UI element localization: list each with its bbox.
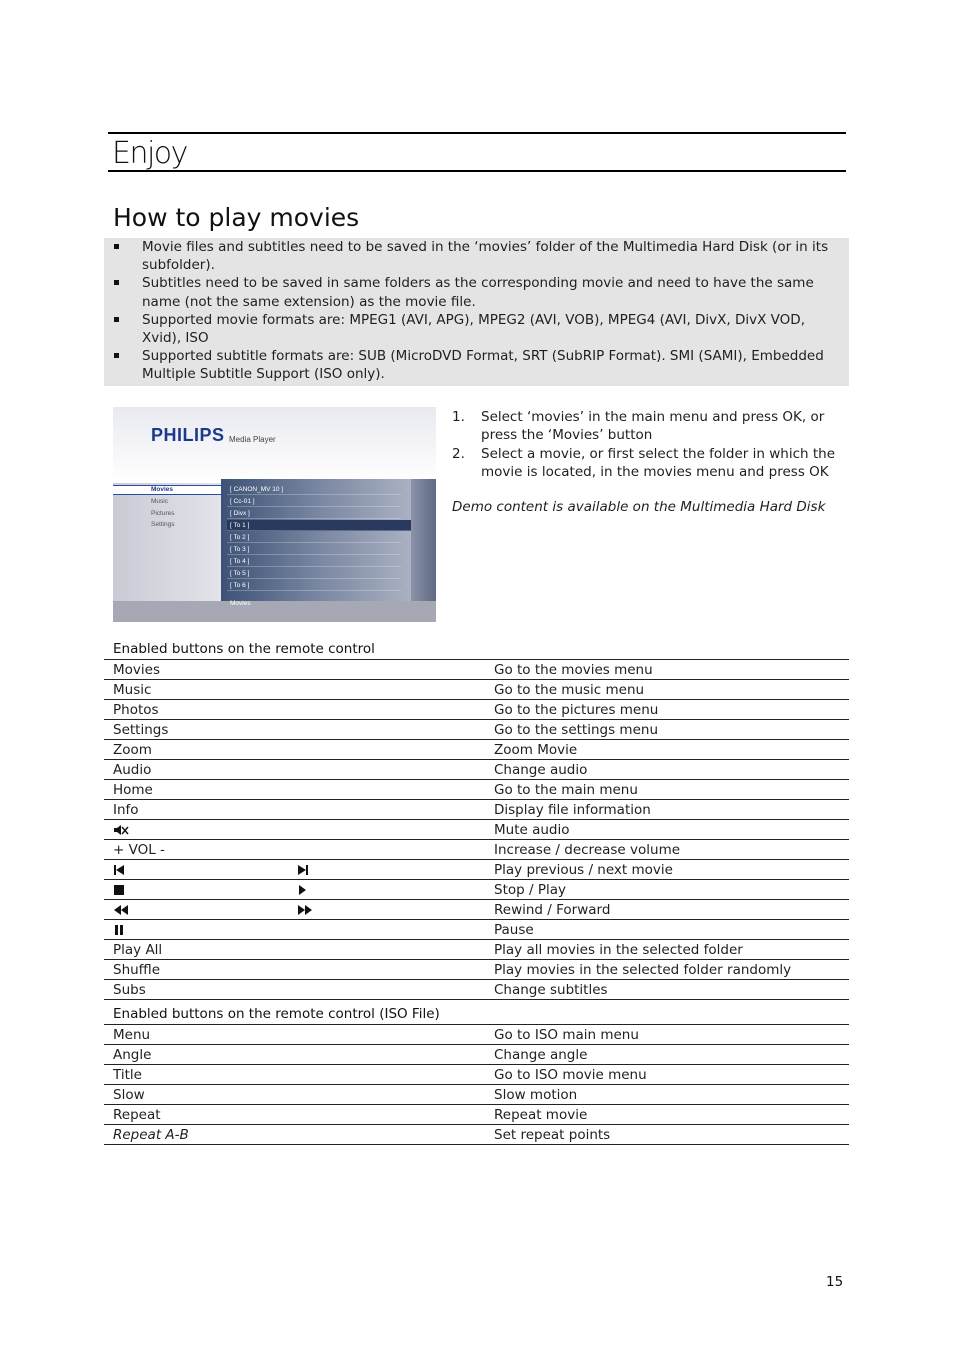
table2-title: Enabled buttons on the remote control (ISO File) (113, 1006, 440, 1022)
info-item: Subtitles need to be saved in same folders as the corresponding movie and need to have the same name (not the same extension) as the movie file. (104, 274, 849, 310)
pause-icon (113, 923, 125, 941)
bullet-icon (114, 244, 119, 249)
folder-item: [ To 5 ] (227, 568, 401, 579)
forward-icon (297, 903, 313, 921)
screenshot-menu (113, 483, 221, 601)
table-row (104, 800, 849, 820)
button-cell: Audio (104, 760, 485, 780)
menu-item: Settings (151, 521, 175, 528)
action-cell: Go to the music menu (485, 680, 849, 700)
action-cell: Go to ISO movie menu (485, 1065, 849, 1085)
action-cell: Increase / decrease volume (485, 840, 849, 860)
step-item: 2. Select a movie, or first select the folder in which the movie is located, in the movies menu and press OK (452, 445, 836, 481)
button-cell: Info (104, 800, 485, 820)
action-cell: Change subtitles (485, 980, 849, 1000)
action-cell: Zoom Movie (485, 740, 849, 760)
button-cell: Photos (104, 700, 485, 720)
table-row (104, 820, 849, 840)
button-cell: Settings (104, 720, 485, 740)
menu-item: Music (151, 498, 168, 505)
folder-item: [ Cc-01 ] (227, 496, 401, 507)
table-row (104, 1125, 849, 1145)
button-cell: + VOL - (104, 840, 485, 860)
button-cell: Movies (104, 660, 485, 680)
bullet-icon (114, 317, 119, 322)
button-cell: Subs (104, 980, 485, 1000)
info-item: Supported subtitle formats are: SUB (MicroDVD Format, SRT (SubRIP Format). SMI (SAMI), Embedded Multiple Subtitle Support (ISO only). (104, 347, 849, 383)
table-row (104, 760, 849, 780)
previous-icon (113, 863, 125, 881)
bullet-icon (114, 280, 119, 285)
section-title: Enjoy (112, 136, 187, 171)
bullet-icon (114, 353, 119, 358)
mute-icon (113, 823, 129, 842)
section-header (108, 132, 846, 172)
table-row (104, 880, 849, 900)
table-row (104, 1045, 849, 1065)
action-cell: Display file information (485, 800, 849, 820)
next-icon (297, 863, 309, 881)
folder-item: [ To 3 ] (227, 544, 401, 555)
button-cell: Repeat (104, 1105, 485, 1125)
action-cell: Rewind / Forward (485, 900, 849, 920)
table-row (104, 860, 849, 880)
info-item: Movie files and subtitles need to be saved in the ‘movies’ folder of the Multimedia Hard Disk (or in its subfolder). (104, 238, 849, 274)
action-cell: Pause (485, 920, 849, 940)
table-row (104, 960, 849, 980)
logo-subtitle: Media Player (229, 435, 276, 444)
play-icon (297, 883, 307, 901)
table-row (104, 720, 849, 740)
table-row (104, 1065, 849, 1085)
table-row (104, 900, 849, 920)
table-row (104, 980, 849, 1000)
button-cell: Play All (104, 940, 485, 960)
step-item: 1. Select ‘movies’ in the main menu and press OK, or press the ‘Movies’ button (452, 409, 825, 444)
action-cell: Mute audio (485, 820, 849, 840)
button-cell: Music (104, 680, 485, 700)
philips-logo: PHILIPS (151, 425, 225, 445)
page-heading: How to play movies (113, 203, 360, 232)
table-row (104, 740, 849, 760)
button-cell: Zoom (104, 740, 485, 760)
table-row (104, 920, 849, 940)
folder-item: [ To 2 ] (227, 532, 401, 543)
button-cell (104, 880, 485, 900)
action-cell: Change angle (485, 1045, 849, 1065)
action-cell: Repeat movie (485, 1105, 849, 1125)
table-row (104, 840, 849, 860)
button-cell: Repeat A-B (104, 1125, 485, 1145)
table-row (104, 780, 849, 800)
button-cell: Home (104, 780, 485, 800)
button-cell (104, 900, 485, 920)
table-row (104, 1105, 849, 1125)
action-cell: Go to ISO main menu (485, 1025, 849, 1045)
table-row (104, 700, 849, 720)
button-cell (104, 860, 485, 880)
button-cell: Angle (104, 1045, 485, 1065)
table-row (104, 940, 849, 960)
iso-buttons-table (104, 1024, 849, 1145)
menu-item: Pictures (151, 510, 175, 517)
action-cell: Slow motion (485, 1085, 849, 1105)
button-cell: Menu (104, 1025, 485, 1045)
button-cell: Shuffle (104, 960, 485, 980)
remote-buttons-table (104, 659, 849, 1000)
folder-item: [ To 4 ] (227, 556, 401, 567)
action-cell: Stop / Play (485, 880, 849, 900)
action-cell: Play movies in the selected folder randomly (485, 960, 849, 980)
action-cell: Change audio (485, 760, 849, 780)
table-row (104, 1085, 849, 1105)
table-row (104, 680, 849, 700)
action-cell: Set repeat points (485, 1125, 849, 1145)
page-number: 15 (826, 1274, 844, 1290)
action-cell: Go to the settings menu (485, 720, 849, 740)
media-player-screenshot (113, 407, 436, 622)
folder-item: [ Divx ] (227, 508, 401, 519)
table-row (104, 1025, 849, 1045)
folder-item: [ CANON_MV 10 ] (227, 484, 401, 495)
button-cell: Title (104, 1065, 485, 1085)
table-row (104, 660, 849, 680)
demo-note: Demo content is available on the Multimedia Hard Disk (452, 499, 826, 515)
action-cell: Go to the main menu (485, 780, 849, 800)
rewind-icon (113, 903, 129, 921)
button-cell (104, 920, 485, 940)
screenshot-folder-list (221, 479, 411, 601)
button-cell: Slow (104, 1085, 485, 1105)
menu-item: Movies (151, 486, 174, 493)
folder-item: [ To 6 ] (227, 580, 401, 591)
table1-title: Enabled buttons on the remote control (113, 641, 375, 657)
action-cell: Go to the movies menu (485, 660, 849, 680)
action-cell: Play all movies in the selected folder (485, 940, 849, 960)
steps-list (452, 408, 842, 482)
info-list (104, 238, 849, 384)
info-box (104, 238, 849, 386)
screenshot-footer: Movies (230, 600, 251, 607)
action-cell: Go to the pictures menu (485, 700, 849, 720)
stop-icon (113, 883, 125, 901)
action-cell: Play previous / next movie (485, 860, 849, 880)
button-cell (104, 820, 485, 840)
folder-item: [ To 1 ] (227, 520, 411, 531)
info-item: Supported movie formats are: MPEG1 (AVI, APG), MPEG2 (AVI, VOB), MPEG4 (AVI, DivX, DivX VOD, Xvid), ISO (104, 311, 849, 347)
